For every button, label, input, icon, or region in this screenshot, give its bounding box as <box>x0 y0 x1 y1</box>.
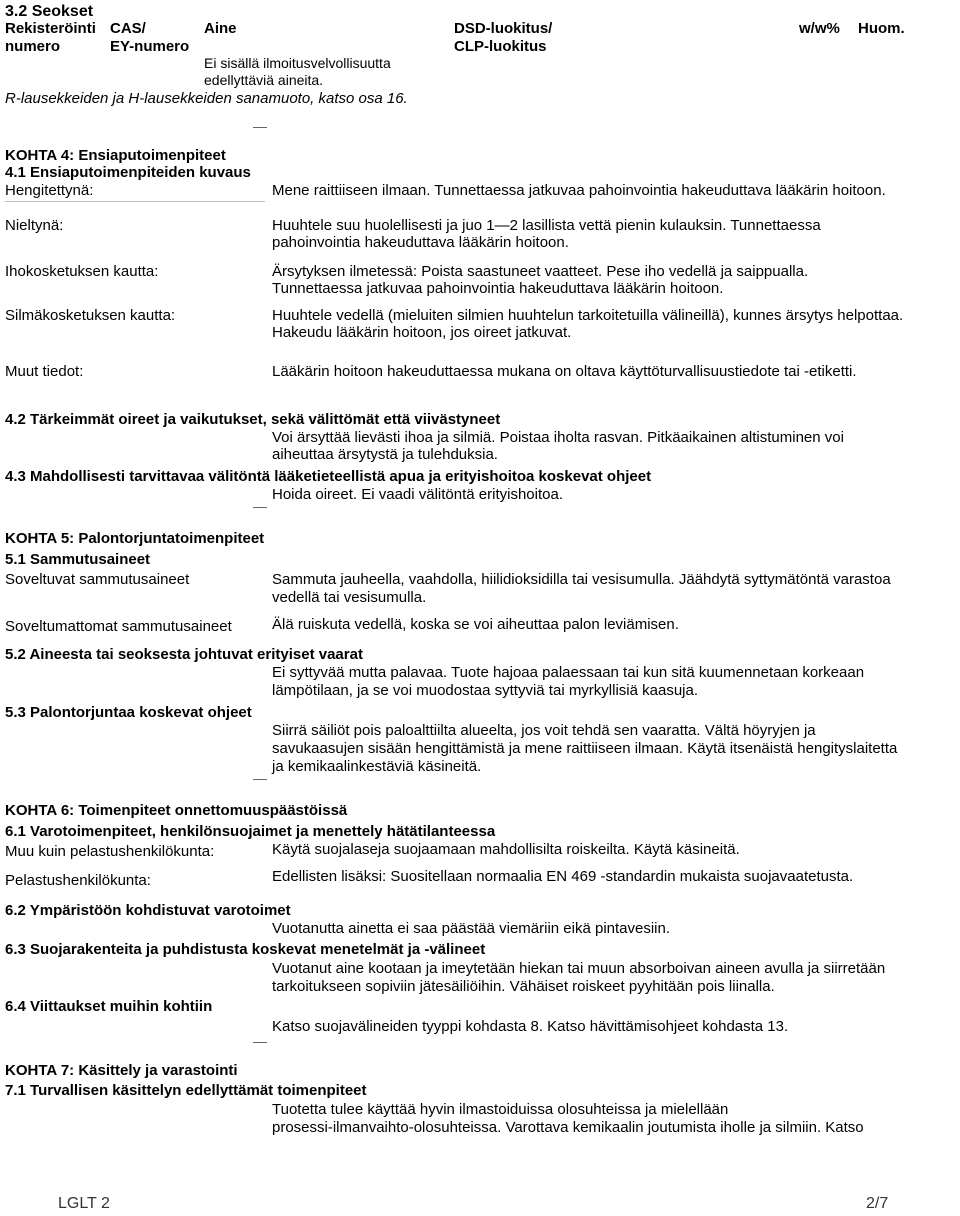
first-aid-text-skin-1: Ärsytyksen ilmetessä: Poista saastuneet vaatteet. Pese iho vedellä ja saippualla. <box>272 263 809 280</box>
symptoms-text-2: aiheuttaa ärsytystä ja tulehduksia. <box>272 446 498 463</box>
suitable-extinguishing-text-2: vedellä tai vesisumulla. <box>272 589 427 606</box>
reference-sections-text: Katso suojavälineiden tyyppi kohdasta 8. Katso hävittämisohjeet kohdasta 13. <box>272 1018 789 1035</box>
col-header-dsd-2: CLP-luokitus <box>454 38 547 55</box>
section-divider-mark <box>253 127 267 128</box>
unsuitable-extinguishing-label: Soveltumattomat sammutusaineet <box>5 618 232 635</box>
footer-page-number: 2/7 <box>866 1195 889 1212</box>
col-header-cas-2: EY-numero <box>110 38 190 55</box>
emergency-responders-label: Pelastushenkilökunta: <box>5 872 151 889</box>
subsection-6-3-title: 6.3 Suojarakenteita ja puhdistusta koskevat menetelmät ja -välineet <box>5 941 486 958</box>
first-aid-text-swallowed-1: Huuhtele suu huolellisesti ja juo 1—2 lasillista vettä pienin kulauksin. Tunnettaessa <box>272 217 821 234</box>
containment-methods-text-1: Vuotanut aine kootaan ja imeytetään hiekan tai muun absorboivan aineen avulla ja siirretään <box>272 960 886 977</box>
mixture-note-line-1: Ei sisällä ilmoitusvelvollisuutta <box>204 55 391 71</box>
mixture-note-line-2: edellyttäviä aineita. <box>204 72 324 88</box>
first-aid-label-eyes: Silmäkosketuksen kautta: <box>5 307 176 324</box>
non-emergency-personnel-label: Muu kuin pelastushenkilökunta: <box>5 843 215 860</box>
first-aid-label-inhaled: Hengitettynä: <box>5 182 94 199</box>
suitable-extinguishing-label: Soveltuvat sammutusaineet <box>5 571 190 588</box>
section-divider-mark <box>253 1042 267 1043</box>
subsection-5-3-title: 5.3 Palontorjuntaa koskevat ohjeet <box>5 704 252 721</box>
subsection-5-1-title: 5.1 Sammutusaineet <box>5 551 151 568</box>
subsection-6-4-title: 6.4 Viittaukset muihin kohtiin <box>5 998 213 1015</box>
firefighter-advice-text-3: ja kemikaalinkestäviä käsineitä. <box>272 758 482 775</box>
safe-handling-text-1: Tuotetta tulee käyttää hyvin ilmastoiduissa olosuhteissa ja mielellään <box>272 1101 729 1118</box>
col-header-notes: Huom. <box>858 20 905 37</box>
firefighter-advice-text-1: Siirrä säiliöt pois paloalttiilta alueelta, jos voit tehdä sen vaaratta. Vältä höyryjen ja <box>272 722 816 739</box>
medical-attention-text: Hoida oireet. Ei vaadi välitöntä erityishoitoa. <box>272 486 563 503</box>
first-aid-text-eyes-2: Hakeudu lääkärin hoitoon, jos oireet jatkuvat. <box>272 324 572 341</box>
emergency-responders-text: Edellisten lisäksi: Suositellaan normaalia EN 469 -standardin mukaista suojavaatetusta. <box>272 868 854 885</box>
containment-methods-text-2: tarkoitukseen sopiviin jätesäiliöihin. Vähäiset roiskeet pyyhitään pois liinalla. <box>272 978 775 995</box>
section-divider-mark <box>253 507 267 508</box>
subsection-7-1-title: 7.1 Turvallisen käsittelyn edellyttämät toimenpiteet <box>5 1082 367 1099</box>
first-aid-text-eyes-1: Huuhtele vedellä (mieluiten silmien huuhtelun tarkoitetuilla välineillä), kunnes ärsytys helpottaa. <box>272 307 904 324</box>
col-header-registration-2: numero <box>5 38 61 55</box>
special-hazards-text-1: Ei syttyvää mutta palavaa. Tuote hajoaa palaessaan tai kun sitä kuumennetaan korkeaan <box>272 664 865 681</box>
first-aid-text-swallowed-2: pahoinvointia hakeuduttava lääkärin hoitoon. <box>272 234 569 251</box>
subsection-4-2-title: 4.2 Tärkeimmät oireet ja vaikutukset, sekä välittömät että viivästyneet <box>5 411 501 428</box>
firefighter-advice-text-2: savukaasujen sisään hengittämistä ja mene raittiiseen ilmaan. Käytä itsenäistä hengityslaitetta <box>272 740 898 757</box>
non-emergency-personnel-text: Käytä suojalaseja suojaamaan mahdollisilta roiskeilta. Käytä käsineitä. <box>272 841 740 858</box>
section-3-2-title: 3.2 Seokset <box>5 3 94 20</box>
col-header-ww: w/w% <box>799 20 840 37</box>
section-4-heading: KOHTA 4: Ensiaputoimenpiteet <box>5 147 226 164</box>
col-header-registration-1: Rekisteröinti <box>5 20 96 37</box>
section-5-heading: KOHTA 5: Palontorjuntatoimenpiteet <box>5 530 265 547</box>
safe-handling-text-2: prosessi-ilmanvaihto-olosuhteissa. Varottava kemikaalin joutumista iholle ja silmiin. Katso <box>272 1119 864 1136</box>
first-aid-label-swallowed: Nieltynä: <box>5 217 64 234</box>
section-7-heading: KOHTA 7: Käsittely ja varastointi <box>5 1062 238 1079</box>
first-aid-text-skin-2: Tunnettaessa jatkuvaa pahoinvointia hakeuduttava lääkärin hoitoon. <box>272 280 724 297</box>
unsuitable-extinguishing-text: Älä ruiskuta vedellä, koska se voi aiheuttaa palon leviämisen. <box>272 616 679 633</box>
suitable-extinguishing-text-1: Sammuta jauheella, vaahdolla, hiilidioksidilla tai vesisumulla. Jäähdytä syttymätöntä varastoa <box>272 571 891 588</box>
footer-product-code: LGLT 2 <box>58 1195 110 1212</box>
section-6-heading: KOHTA 6: Toimenpiteet onnettomuuspäästöissä <box>5 802 348 819</box>
subsection-4-3-title: 4.3 Mahdollisesti tarvittavaa välitöntä lääketieteellistä apua ja erityishoitoa koskevat ohjeet <box>5 468 652 485</box>
r-h-phrases-footnote: R-lausekkeiden ja H-lausekkeiden sanamuoto, katso osa 16. <box>5 90 408 107</box>
subsection-5-2-title: 5.2 Aineesta tai seoksesta johtuvat erityiset vaarat <box>5 646 363 663</box>
label-underline <box>5 201 265 202</box>
special-hazards-text-2: lämpötilaan, ja se voi muodostaa syttyviä tai myrkyllisiä kaasuja. <box>272 682 699 699</box>
section-divider-mark <box>253 779 267 780</box>
first-aid-text-inhaled: Mene raittiiseen ilmaan. Tunnettaessa jatkuvaa pahoinvointia hakeuduttava lääkärin hoitoon. <box>272 182 886 199</box>
first-aid-text-other: Lääkärin hoitoon hakeuduttaessa mukana on oltava käyttöturvallisuustiedote tai -etiketti. <box>272 363 857 380</box>
col-header-dsd-1: DSD-luokitus/ <box>454 20 553 37</box>
col-header-substance: Aine <box>204 20 237 37</box>
subsection-6-2-title: 6.2 Ympäristöön kohdistuvat varotoimet <box>5 902 291 919</box>
first-aid-label-skin: Ihokosketuksen kautta: <box>5 263 159 280</box>
subsection-6-1-title: 6.1 Varotoimenpiteet, henkilönsuojaimet ja menettely hätätilanteessa <box>5 823 496 840</box>
first-aid-label-other: Muut tiedot: <box>5 363 84 380</box>
col-header-cas-1: CAS/ <box>110 20 146 37</box>
subsection-4-1-title: 4.1 Ensiaputoimenpiteiden kuvaus <box>5 164 251 181</box>
symptoms-text-1: Voi ärsyttää lievästi ihoa ja silmiä. Poistaa iholta rasvan. Pitkäaikainen altistuminen voi <box>272 429 844 446</box>
environmental-precautions-text: Vuotanutta ainetta ei saa päästää viemäriin eikä pintavesiin. <box>272 920 671 937</box>
